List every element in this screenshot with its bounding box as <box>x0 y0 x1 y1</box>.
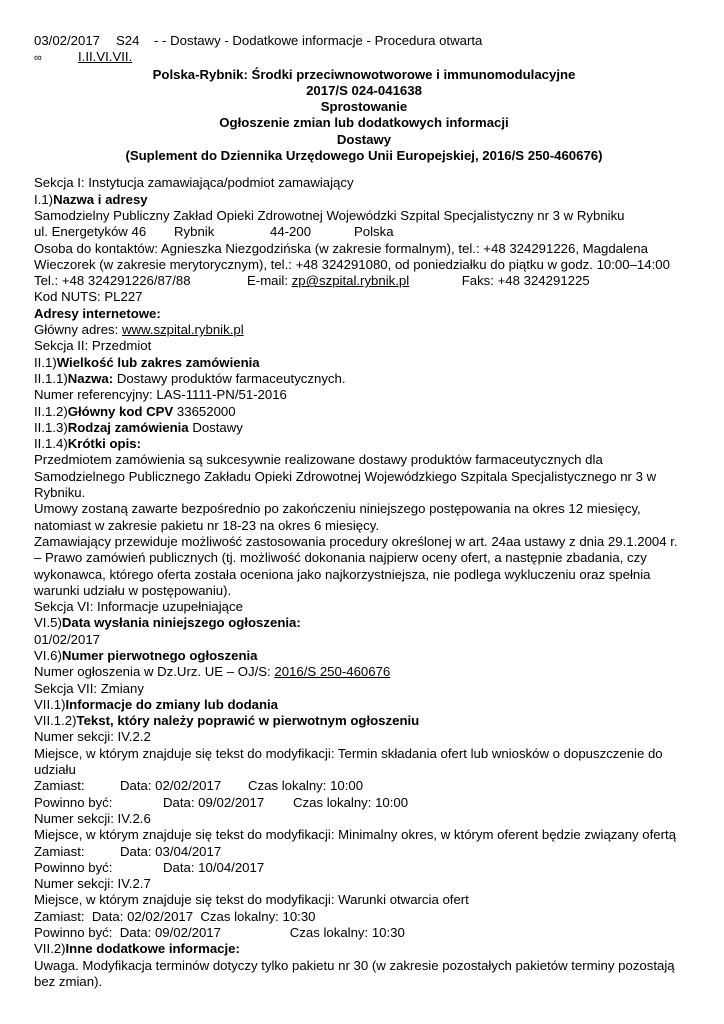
change-instead-row <box>34 778 694 794</box>
tel-email-fax-row <box>34 273 694 289</box>
should-label: Powinno być: <box>34 925 113 941</box>
change-should-row <box>34 860 694 876</box>
change-section-number: Numer sekcji: IV.2.7 <box>34 876 151 892</box>
header-section-code: S24 <box>116 33 140 48</box>
instead-time: Czas lokalny: 10:00 <box>248 778 364 794</box>
description-line: warunki udziału w postępowaniu). <box>34 582 232 598</box>
section-ii12-row <box>34 404 694 420</box>
original-notice-link[interactable]: 2016/S 250-460676 <box>274 664 391 680</box>
should-date: Data: 09/02/2017 <box>163 794 265 810</box>
cpv-code: 33652000 <box>176 403 236 419</box>
description-line: Umowy zostaną zawarte bezpośrednio po zakończeniu niniejszego postępowania na okres 12 miesięcy, <box>34 501 641 517</box>
section-number: I.1) <box>34 191 54 207</box>
description-line: – Prawo zamówień publicznych (tj. możliwość dokonania najpierw oceny ofert, a następnie zbadania, czy <box>34 550 647 566</box>
section-vii2-row <box>34 941 694 957</box>
dispatch-date: 01/02/2017 <box>34 631 101 647</box>
country: Polska <box>354 224 394 240</box>
description-line: Rybniku. <box>34 485 86 501</box>
change-instead-row <box>34 844 694 860</box>
description-line: wykonawca, którego oferta została oceniona jako najkorzystniejsza, nie podlega wykluczeniu oraz spełnia <box>34 566 651 582</box>
section-ii11-row <box>34 371 694 387</box>
email-link[interactable]: zp@szpital.rybnik.pl <box>291 273 410 289</box>
contract-type: Dostawy <box>192 419 243 435</box>
header-date: 03/02/2017 <box>34 33 101 48</box>
section-label: Krótki opis: <box>67 436 141 452</box>
title-line-1: Polska-Rybnik: Środki przeciwnowotworowe i immunomodulacyjne <box>152 66 576 82</box>
title-line-4: Ogłoszenie zmian lub dodatkowych informacji <box>219 115 509 131</box>
section-vi5-row <box>34 615 694 631</box>
main-address-row <box>34 322 694 338</box>
section-number: II.1.2) <box>34 403 68 419</box>
section-label: Numer pierwotnego ogłoszenia <box>61 647 258 663</box>
should-date: Data: 09/02/2017 <box>119 925 221 941</box>
should-time: Czas lokalny: 10:30 <box>289 925 405 941</box>
should-time: Czas lokalny: 10:00 <box>293 794 409 810</box>
section-number: II.1.3) <box>34 419 68 435</box>
section-vi6-row <box>34 648 694 664</box>
reference-number: Numer referencyjny: LAS-1111-PN/51-2016 <box>34 387 287 403</box>
section-label: Rodzaj zamówienia <box>67 419 189 435</box>
section-number: II.1.4) <box>34 436 68 452</box>
instead-label: Zamiast: <box>34 843 85 859</box>
change-place: Miejsce, w którym znajduje się tekst do modyfikacji: Warunki otwarcia ofert <box>34 892 469 908</box>
section-6-heading: Sekcja VI: Informacje uzupełniające <box>34 599 243 615</box>
section-number: VI.5) <box>34 615 62 631</box>
section-2-heading: Sekcja II: Przedmiot <box>34 338 152 354</box>
section-label: Inne dodatkowe informacje: <box>65 941 240 957</box>
change-instead-row <box>34 909 694 925</box>
title-line-5: Dostawy <box>336 131 392 147</box>
contract-name: Dostawy produktów farmaceutycznych. <box>116 370 346 386</box>
description-line: natomiast w zakresie pakietu nr 18-23 na okres 6 miesięcy. <box>34 517 379 533</box>
description-line: Samodzielnego Publicznego Zakładu Opieki Zdrowotnej Wojewódzkiego Szpitala Specjalistycznego nr 3 w <box>34 468 657 484</box>
section-7-heading: Sekcja VII: Zmiany <box>34 680 144 696</box>
original-notice-row <box>34 664 694 680</box>
section-ii14-row <box>34 436 694 452</box>
original-notice-label: Numer ogłoszenia w Dz.Urz. UE – OJ/S: <box>34 664 271 680</box>
header-title: - - Dostawy - Dodatkowe informacje - Procedura otwarta <box>154 33 483 48</box>
document-header <box>34 33 694 49</box>
should-label: Powinno być: <box>34 794 113 810</box>
change-should-row <box>34 795 694 811</box>
section-i1-row <box>34 192 694 208</box>
email-label: E-mail: <box>247 273 289 289</box>
change-section-number: Numer sekcji: IV.2.6 <box>34 810 151 826</box>
change-section-number: Numer sekcji: IV.2.2 <box>34 729 151 745</box>
should-label: Powinno być: <box>34 859 113 875</box>
section-label: Data wysłania niniejszego ogłoszenia: <box>61 615 301 631</box>
city: Rybnik <box>174 224 215 240</box>
sections-link[interactable]: I.II.VI.VII. <box>78 49 133 65</box>
instead-label: Zamiast: <box>34 908 85 924</box>
instead-date: Data: 02/02/2017 <box>120 778 222 794</box>
instead-label: Zamiast: <box>34 778 85 794</box>
infinity-icon: ∞ <box>34 52 42 65</box>
instead-date: Data: 03/04/2017 <box>120 843 222 859</box>
main-address-label: Główny adres: <box>34 322 119 338</box>
main-address-link[interactable]: www.szpital.rybnik.pl <box>121 322 244 338</box>
section-1-heading: Sekcja I: Instytucja zamawiająca/podmiot zamawiający <box>34 175 354 191</box>
section-number: II.1.1) <box>34 370 68 386</box>
contact-line-1: Osoba do kontaktów: Agnieszka Niezgodzińska (w zakresie formalnym), tel.: +48 324291226, Magdalena <box>34 240 648 256</box>
section-ii1-row <box>34 355 694 371</box>
section-vii12-row <box>34 713 694 729</box>
title-line-6: (Suplement do Dziennika Urzędowego Unii Europejskiej, 2016/S 250-460676) <box>125 148 603 164</box>
address-row <box>34 224 694 240</box>
fax: Faks: +48 324291225 <box>461 273 590 289</box>
section-number: VII.1.2) <box>34 713 77 729</box>
section-label: Główny kod CPV <box>67 403 174 419</box>
section-label: Tekst, który należy poprawić w pierwotnym ogłoszeniu <box>76 713 420 729</box>
title-line-3: Sprostowanie <box>320 99 408 115</box>
section-label: Nazwa i adresy <box>53 191 148 207</box>
description-line: Przedmiotem zamówienia są sukcesywnie realizowane dostawy produktów farmaceutycznych dla <box>34 452 603 468</box>
section-vii1-row <box>34 697 694 713</box>
title-line-2: 2017/S 024-041638 <box>306 82 422 98</box>
tel: Tel.: +48 324291226/87/88 <box>34 273 191 289</box>
contact-line-2: Wieczorek (w zakresie merytorycznym), tel.: +48 324291080, od poniedziałku do piątku w godz. 10:00–14:00 <box>34 256 670 272</box>
description-line: Zamawiający przewiduje możliwość zastosowania procedury określonej w art. 24aa ustawy z dnia 29.1.2004 r. <box>34 533 678 549</box>
section-number: VI.6) <box>34 647 62 663</box>
instead-time: Czas lokalny: 10:30 <box>200 908 316 924</box>
nuts-code: Kod NUTS: PL227 <box>34 289 143 305</box>
document-page <box>34 33 694 990</box>
section-number: VII.2) <box>34 941 66 957</box>
street: ul. Energetyków 46 <box>34 224 147 240</box>
section-label: Nazwa: <box>67 370 114 386</box>
header-links-row <box>34 49 694 66</box>
internet-addresses-label: Adresy internetowe: <box>34 305 161 321</box>
org-name: Samodzielny Publiczny Zakład Opieki Zdrowotnej Wojewódzki Szpital Specjalistyczny nr 3 w Rybniku <box>34 207 625 223</box>
additional-info-line: Uwaga. Modyfikacja terminów dotyczy tylko pakietu nr 30 (w zakresie pozostałych pakietów terminy pozostają <box>34 957 675 973</box>
section-label: Wielkość lub zakres zamówienia <box>56 354 260 370</box>
section-ii13-row <box>34 420 694 436</box>
postcode: 44-200 <box>270 224 312 240</box>
additional-info-line: bez zmian). <box>34 973 103 989</box>
change-should-row <box>34 925 694 941</box>
section-number: II.1) <box>34 354 57 370</box>
instead-date: Data: 02/02/2017 <box>91 908 194 924</box>
should-date: Data: 10/04/2017 <box>163 859 265 875</box>
change-place: Miejsce, w którym znajduje się tekst do modyfikacji: Termin składania ofert lub wniosków o dopuszczenie do <box>34 745 663 761</box>
change-place: Miejsce, w którym znajduje się tekst do modyfikacji: Minimalny okres, w którym oferent będzie związany ofertą <box>34 827 677 843</box>
change-place: udziału <box>34 762 76 778</box>
section-number: VII.1) <box>34 696 66 712</box>
section-label: Informacje do zmiany lub dodania <box>65 696 279 712</box>
